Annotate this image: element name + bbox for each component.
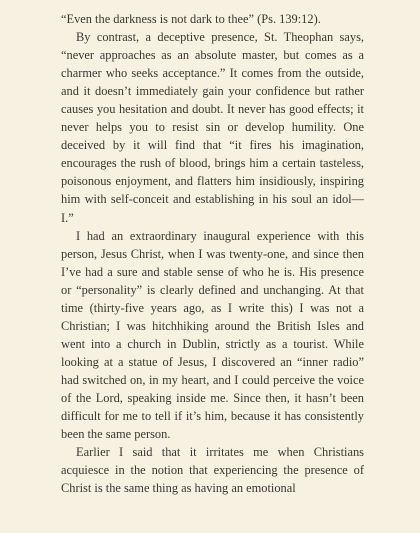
paragraph-scripture-quote: “Even the darkness is not dark to thee” (Ps. 139:12).: [61, 12, 321, 26]
body-text: [61, 10, 364, 497]
paragraph-deceptive-presence: By contrast, a deceptive presence, St. Theophan says, “never approaches as an absolute master, but comes as a charmer who seeks acceptance.” It comes from the outside, and it doesn’t immediately gain your confidence but rather causes you hesitation and doubt. It never has good effects; it never helps you to resist sin or develop humility. One deceived by it will find that “it fires his imagination, encourages the rush of blood, brings him a certain tasteless, poisonous enjoyment, and flatters him insidiously, inspiring him with self-conceit and establishing in his soul an idol—I.”: [61, 30, 364, 225]
paragraph-inaugural-experience: I had an extraordinary inaugural experience with this person, Jesus Christ, when I was twenty-one, and since then I’ve had a sure and stable sense of who he is. His presence or “personality” is clearly defined and unchanging. At that time (thirty-five years ago, as I write this) I was not a Christian; I was hitchhiking around the British Isles and went into a church in Dublin, strictly as a tourist. While looking at a statue of Jesus, I discovered an “inner radio” had switched on, in my heart, and I could perceive the voice of the Lord, speaking inside me. Since then, it hasn’t been difficult for me to tell if it’s him, because it has consistently been the same person.: [61, 228, 364, 442]
paragraph-emotional-experience: Earlier I said that it irritates me when Christians acquiesce in the notion that experiencing the presence of Christ is the same thing as having an emotional: [61, 445, 364, 496]
